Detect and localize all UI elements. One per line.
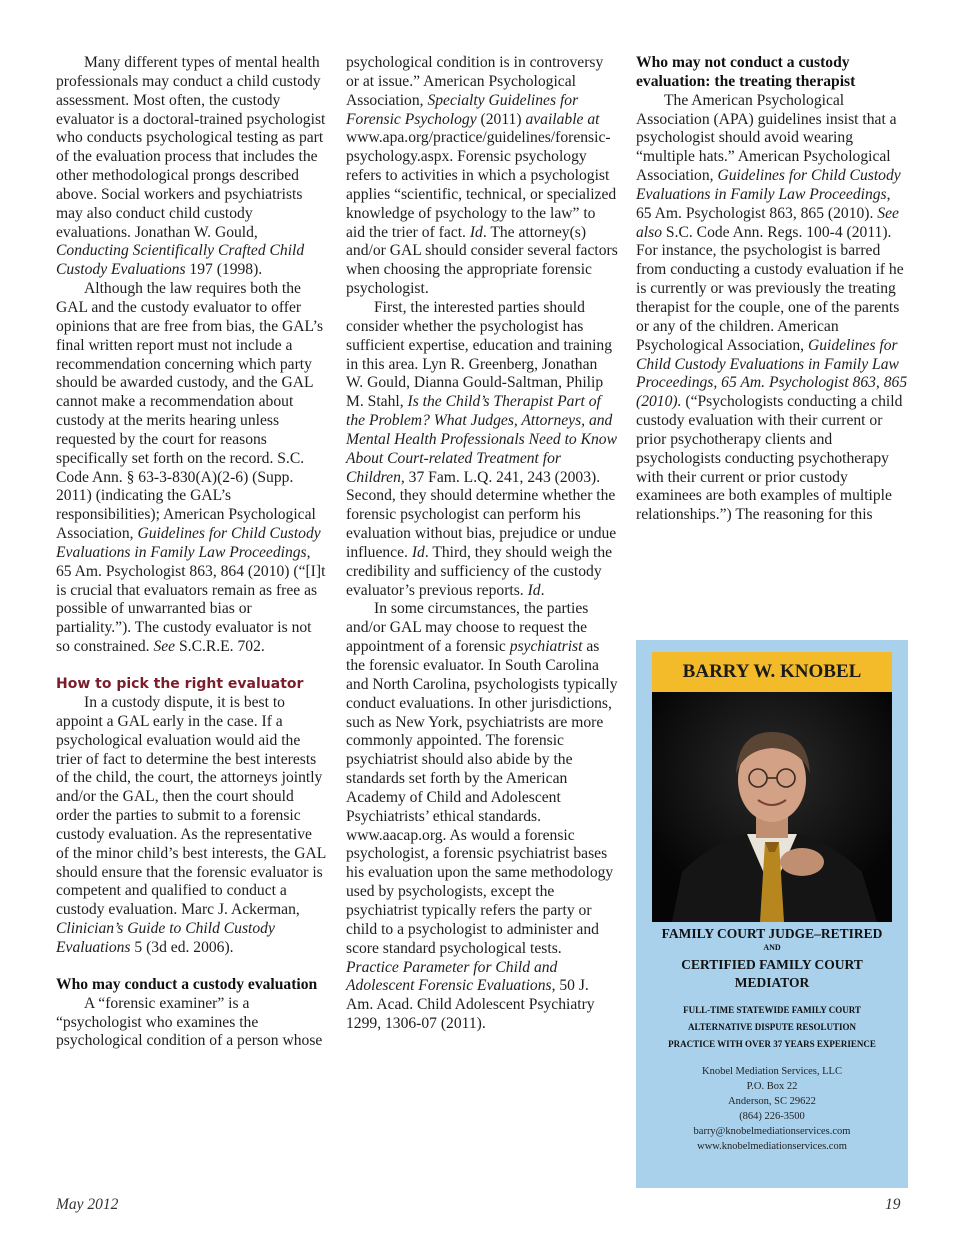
po-box: P.O. Box 22: [746, 1081, 798, 1092]
section-heading: How to pick the right evaluator: [56, 676, 304, 692]
text-column-3: [636, 54, 908, 525]
paragraph: The American Psychological Association (APA) guidelines insist that a psychologist should avoid wearing “multiple hats.” American Psychological Association, Guidelines for Child Custody Evaluations in Family Law Proceedings, 65 Am. Psychologist 863, 865 (2010). See also S.C. Code Ann. Regs. 100-4 (2011). For instance, the psychologist is barred from conducting a custody evaluation if he is currently or was previously the treating therapist for the couple, one of the parents or any of the children. American Psychological Association, Guidelines for Child Custody Evaluations in Family Law Proceedings, 65 Am. Psychologist 863, 865 (2010). (“Psychologists conducting a child custody evaluation with their current or prior psychotherapy clients and psychologists conducting psychotherapy with their current or prior custody examinees are both examples of multiple relationships.”) The reasoning for this: [636, 91, 908, 524]
text-column-1: [56, 54, 328, 1051]
paragraph: A “forensic examiner” is a “psychologist who examines the psychological condition of a person whose: [56, 994, 323, 1050]
website: www.knobelmediationservices.com: [697, 1141, 847, 1152]
section-heading: Who may conduct a custody evaluation: [56, 975, 318, 993]
portrait-photo: [652, 692, 892, 922]
ad-name-banner: BARRY W. KNOBEL: [652, 652, 892, 692]
portrait-illustration: [652, 692, 892, 922]
ad-practice-description: FULL-TIME STATEWIDE FAMILY COURT ALTERNATIVE DISPUTE RESOLUTION PRACTICE WITH OVER 37 YEARS EXPERIENCE: [668, 1005, 876, 1049]
ad-and: AND: [763, 943, 781, 952]
ad-subtitle: CERTIFIED FAMILY COURT MEDIATOR: [681, 957, 863, 990]
advertisement: [636, 640, 908, 1188]
paragraph: Many different types of mental health professionals may conduct a child custody assessment. Most often, the custody evaluator is a doctoral-trained psychologist who conducts psychological testing as part of the evaluation process that includes the other methodological prongs described above. Social workers and psychiatrists may also conduct child custody evaluations. Jonathan W. Gould, Conducting Scientifically Crafted Child Custody Evaluations 197 (1998).: [56, 54, 326, 279]
ad-contact-info: [636, 1064, 908, 1154]
paragraph: In some circumstances, the parties and/or GAL may choose to request the appointment of a forensic psychiatrist as the forensic evaluator. In South Carolina and North Carolina, psychologists typically conduct evaluations. In other jurisdictions, such as New York, psychiatrists are more commonly appointed. The forensic psychiatrist should also abide by the standards set forth by the American Academy of Child and Adolescent Psychiatrists’ ethical standards. www.aacap.org. As would a forensic psychologist, a forensic psychiatrist bases his evaluation upon the same methodology used by psychologists, except the psychiatrist typically refers the party or child to a psychologist to administer and score standard psychological tests. Practice Parameter for Child and Adolescent Forensic Evaluations, 50 J. Am. Acad. Child Adolescent Psychiatry 1299, 1306-07 (2011).: [346, 600, 618, 1033]
paragraph: psychological condition is in controversy or at issue.” American Psychological Association, Specialty Guidelines for Forensic Psychology (2011) available at www.apa.org/practice/guidelines/forensic-psychology.aspx. Forensic psychology refers to activities in which a psychologist applies “scientific, technical, or specialized knowledge of psychology to the law” to aid the trier of fact. Id. The attorney(s) and/or GAL should consider several factors when choosing the appropriate forensic psychologist.: [346, 54, 618, 298]
section-heading: Who may not conduct a custody evaluation: the treating therapist: [636, 54, 856, 90]
paragraph: First, the interested parties should consider whether the psychologist has sufficient expertise, education and training in this area. Lyn R. Greenberg, Jonathan W. Gould, Dianna Gould-Saltman, Philip M. Stahl, Is the Child’s Therapist Part of the Problem? What Judges, Attorneys, and Mental Health Professionals Need to Know About Court-related Treatment for Children, 37 Fam. L.Q. 241, 243 (2003). Second, they should determine whether the forensic psychologist can perform his evaluation without bias, prejudice or undue influence. Id. Third, they should weigh the credibility and sufficiency of the custody evaluator’s previous reports. Id.: [346, 298, 617, 599]
city-state: Anderson, SC 29622: [728, 1096, 816, 1107]
paragraph: In a custody dispute, it is best to appoint a GAL early in the case. If a psychological evaluation would aid the trier of fact to determine the best interests of the child, the court, the attorneys jointly and/or the GAL, then the court should order the parties to submit to a forensic custody evaluation. As the representative of the minor child’s best interests, the GAL should ensure that the forensic evaluator is competent and qualified to conduct a custody evaluation. Marc J. Ackerman, Clinician’s Guide to Child Custody Evaluations 5 (3d ed. 2006).: [56, 694, 326, 956]
ad-title: FAMILY COURT JUDGE–RETIRED: [661, 926, 883, 941]
paragraph: Although the law requires both the GAL and the custody evaluator to offer opinions that are free from bias, the GAL’s final written report must not include a recommendation concerning which party should be awarded custody, and the GAL cannot make a recommendation about custody at the merits hearing unless requested by the court for reasons specifically set forth on the record. S.C. Code Ann. § 63-3-830(A)(2-6) (Supp. 2011) (indicating the GAL’s responsibilities); American Psychological Association, Guidelines for Child Custody Evaluations in Family Law Proceedings, 65 Am. Psychologist 863, 864 (2010) (“[I]t is crucial that evaluators remain as free as possible of unwarranted bias or partiality.”). The custody evaluator is not so constrained. See S.C.R.E. 702.: [56, 280, 326, 656]
email: barry@knobelmediationservices.com: [693, 1126, 851, 1137]
company-name: Knobel Mediation Services, LLC: [702, 1066, 842, 1077]
text-column-2: [346, 54, 618, 1034]
footer-date: May 2012: [56, 1196, 119, 1213]
page-number: 19: [885, 1196, 901, 1213]
phone: (864) 226-3500: [739, 1111, 805, 1122]
